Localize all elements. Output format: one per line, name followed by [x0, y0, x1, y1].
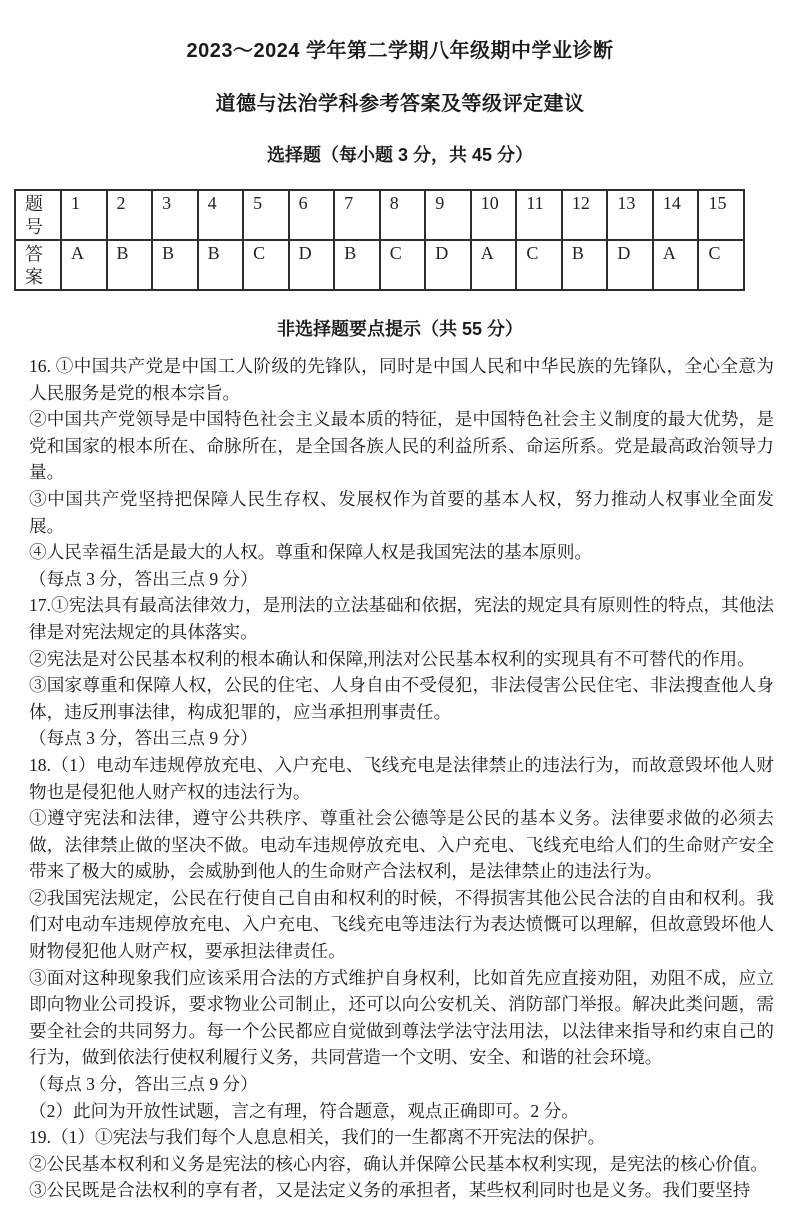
answer-paragraph-q18-2: （2）此问为开放性试题，言之有理，符合题意，观点正确即可。2 分。 — [29, 1100, 579, 1121]
answer-cell: A — [471, 240, 517, 290]
score-note-q18: （每点 3 分，答出三点 9 分） — [29, 1074, 258, 1095]
answer-row-header — [15, 240, 61, 290]
answer-paragraph-q16-point2: ②中国共产党领导是中国特色社会主义最本质的特征，是中国特色社会主义制度的最大优势，是党和国家的根本所在、命脉所在，是全国各族人民的利益所系、命运所系。党是最高政治领导力量。 — [29, 409, 774, 483]
question-number-cell: 1 — [61, 190, 107, 240]
answer-cell: B — [562, 240, 608, 290]
question-number-row — [15, 190, 744, 240]
question-number-row-header — [15, 190, 61, 240]
page-subtitle: 道德与法治学科参考答案及等级评定建议 — [215, 93, 585, 115]
score-note-q17: （每点 3 分，答出三点 9 分） — [29, 728, 258, 749]
answer-paragraph-q19-1-point1: 19.（1）①宪法与我们每个人息息相关，我们的一生都离不开宪法的保护。 — [29, 1127, 606, 1148]
answer-cell: B — [334, 240, 380, 290]
answer-paragraph-q18-1-intro: 18.（1）电动车违规停放充电、入户充电、飞线充电是法律禁止的违法行为，而故意毁坏他人财物也是侵犯他人财产权的违法行为。 — [29, 754, 774, 802]
answer-paragraph-q16-point3: ③中国共产党坚持把保障人民生存权、发展权作为首要的基本人权，努力推动人权事业全面发展。 — [29, 488, 774, 536]
question-number-cell: 6 — [289, 190, 335, 240]
answer-paragraph-q16-point1: 16. ①中国共产党是中国工人阶级的先锋队，同时是中国人民和中华民族的先锋队，全心全意为人民服务是党的根本宗旨。 — [29, 356, 774, 403]
answer-paragraph-q18-point1: ①遵守宪法和法律，遵守公共秩序、尊重社会公德等是公民的基本义务。法律要求做的必须去做，法律禁止做的坚决不做。电动车违规停放充电、入户充电、飞线充电给人们的生命财产安全带来了极大的威胁，会威胁到他人的生命财产合法权利，是法律禁止的违法行为。 — [29, 808, 774, 882]
question-number-cell: 15 — [698, 190, 744, 240]
answer-cell: C — [380, 240, 426, 290]
answer-cell: B — [152, 240, 198, 290]
choice-section-heading: 选择题（每小题 3 分，共 45 分） — [266, 145, 534, 165]
answer-paragraph-q19-1-point2: ②公民基本权利和义务是宪法的核心内容，确认并保障公民基本权利实现，是宪法的核心价值。 — [29, 1153, 768, 1174]
question-number-cell: 11 — [516, 190, 562, 240]
answer-body — [29, 353, 774, 1204]
answer-cell: A — [61, 240, 107, 290]
answer-cell: D — [289, 240, 335, 290]
answer-cell: D — [607, 240, 653, 290]
score-note-q16: （每点 3 分，答出三点 9 分） — [29, 568, 258, 589]
answer-row — [15, 240, 744, 290]
question-number-cell: 8 — [380, 190, 426, 240]
answer-paragraph-q18-point2: ②我国宪法规定，公民在行使自己自由和权利的时候，不得损害其他公民合法的自由和权利。我们对电动车违规停放充电、入户充电、飞线充电等违法行为表达愤慨可以理解，但故意毁坏他人财物侵犯他人财产权，要承担法律责任。 — [29, 887, 774, 962]
answer-cell: C — [698, 240, 744, 290]
answer-paragraph-q17-point2: ②宪法是对公民基本权利的根本确认和保障,刑法对公民基本权利的实现具有不可替代的作用。 — [29, 648, 755, 669]
answer-paragraph-q16-point4: ④人民幸福生活是最大的人权。尊重和保障人权是我国宪法的基本原则。 — [29, 542, 593, 563]
question-number-cell: 5 — [243, 190, 289, 240]
answer-cell: B — [198, 240, 244, 290]
answer-paragraph-q17-point3: ③国家尊重和保障人权，公民的住宅、人身自由不受侵犯，非法侵害公民住宅、非法搜查他人身体，违反刑事法律，构成犯罪的，应当承担刑事责任。 — [29, 675, 774, 722]
question-number-cell: 13 — [607, 190, 653, 240]
question-number-cell: 10 — [471, 190, 517, 240]
answer-cell: C — [516, 240, 562, 290]
answer-cell: D — [425, 240, 471, 290]
question-number-row-header-label: 题号 — [25, 194, 43, 237]
answer-row-header-label: 答案 — [25, 244, 43, 287]
question-number-cell: 12 — [562, 190, 608, 240]
answer-paragraph-q19-1-point3: ③公民既是合法权利的享有者，又是法定义务的承担者，某些权利同时也是义务。我们要坚持 — [29, 1180, 751, 1201]
answer-paragraph-q17-point1: 17.①宪法具有最高法律效力，是刑法的立法基础和依据，宪法的规定具有原则性的特点，其他法律是对宪法规定的具体落实。 — [29, 595, 774, 642]
question-number-cell: 14 — [653, 190, 699, 240]
answer-cell: A — [653, 240, 699, 290]
question-number-cell: 7 — [334, 190, 380, 240]
answer-cell: C — [243, 240, 289, 290]
answer-key-table — [14, 189, 745, 291]
question-number-cell: 9 — [425, 190, 471, 240]
question-number-cell: 3 — [152, 190, 198, 240]
question-number-cell: 2 — [107, 190, 153, 240]
answer-paragraph-q18-point3: ③面对这种现象我们应该采用合法的方式维护自身权利，比如首先应直接劝阻，劝阻不成，应立即向物业公司投诉，要求物业公司制止，还可以向公安机关、消防部门举报。解决此类问题，需要全社会的共同努力。每一个公民都应自觉做到尊法学法守法用法，以法律来指导和约束自己的行为，做到依法行使权利履行义务，共同营造一个文明、安全、和谐的社会环境。 — [29, 967, 774, 1068]
non-choice-section-heading: 非选择题要点提示（共 55 分） — [276, 319, 524, 339]
page-title: 2023～2024 学年第二学期八年级期中学业诊断 — [186, 40, 614, 62]
question-number-cell: 4 — [198, 190, 244, 240]
answer-cell: B — [107, 240, 153, 290]
